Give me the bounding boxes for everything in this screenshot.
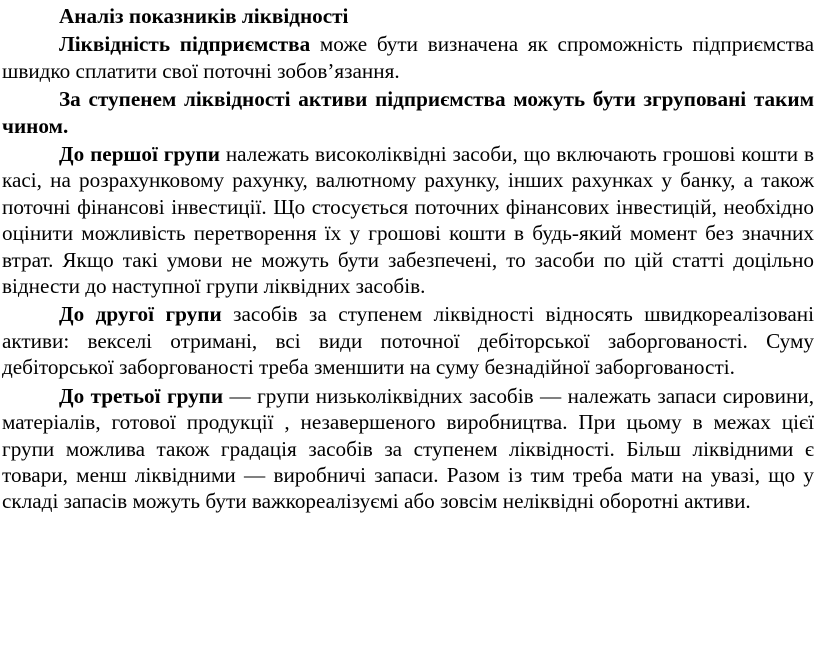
paragraph-text: засобів за ступенем ліквідності відносять швидкореалізовані активи: векселі отримані, всі види поточної дебіторської заборгованості. Суму дебіторської заборгованості треба зменшити на суму безнадійної заборгованості. [2, 302, 814, 380]
paragraph-text: може бути визначена як спроможність підприємства швидко сплатити свої поточні зобов’язання. [2, 32, 815, 83]
paragraph-lead: До третьої групи [59, 383, 224, 408]
paragraph-lead: Ліквідність підприємства [59, 32, 311, 57]
paragraph-liquidity-definition [2, 31, 814, 84]
paragraph-second-group [2, 301, 814, 380]
paragraph-lead: До першої групи [59, 142, 220, 167]
paragraph-lead: За ступенем ліквідності активи підприємства можуть бути згруповані таким чином. [2, 87, 814, 138]
document-page [2, 0, 814, 517]
paragraph-lead: До другої групи [59, 302, 222, 327]
paragraph-first-group [2, 141, 814, 299]
paragraph-text: — групи низьколіквідних засобів — належать запаси сировини, матеріалів, готової продукції , незавершеного виробництва. При цьому в межах цієї групи можлива також градація засобів за ступенем ліквідності. Більш ліквідними є товари, менш ліквідними — виробничі запаси. Разом із тим треба мати на увазі, що у складі запасів можуть бути важкореалізуємі або зовсім неліквідні оборотні активи. [2, 383, 814, 514]
paragraph-third-group [2, 383, 814, 515]
document-title: Аналіз показників ліквідності [59, 4, 349, 28]
paragraph-grouping-intro [2, 86, 814, 139]
paragraph-text: належать високоліквідні засоби, що включають грошові кошти в касі, на розрахунковому рахунку, валютному рахунку, інших рахунках у банку, а також поточні фінансові інвестиції. Що стосується поточних фінансових інвестицій, необхідно оцінити можливість перетворення їх у грошові кошти в будь-який момент без значних втрат. Якщо такі умови не можуть бути забезпечені, то засоби по цій статті доцільно віднести до наступної групи ліквідних засобів. [2, 142, 814, 299]
